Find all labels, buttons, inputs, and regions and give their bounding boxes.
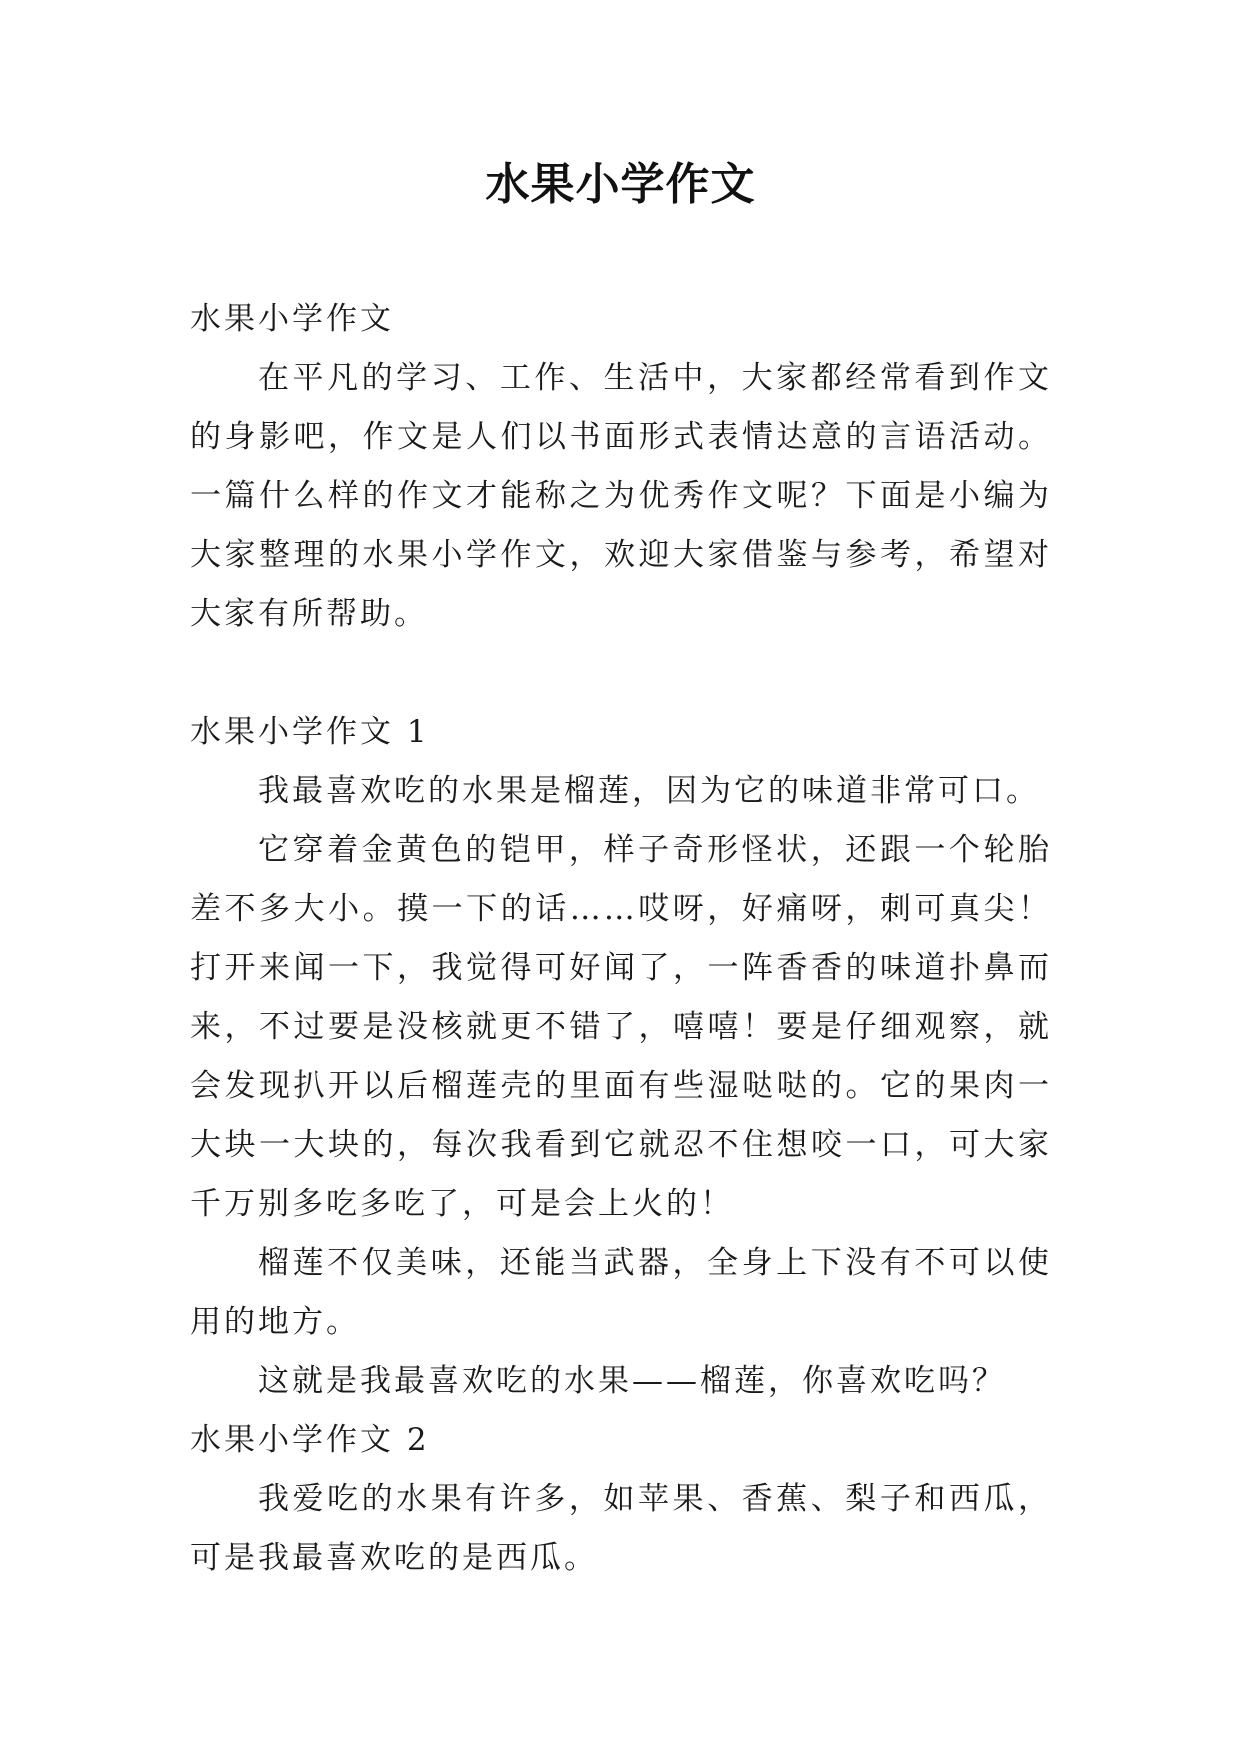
document-body	[190, 290, 1052, 1588]
essay-1-paragraph: 这就是我最喜欢吃的水果——榴莲，你喜欢吃吗？	[258, 1363, 1006, 1399]
essay-1-paragraph: 榴莲不仅美味，还能当武器，全身上下没有不可以使用的地方。	[190, 1245, 1052, 1340]
document-title: 水果小学作文	[485, 159, 756, 210]
essay-2-heading: 水果小学作文 2	[190, 1422, 430, 1458]
essay-1-heading: 水果小学作文 1	[190, 714, 430, 750]
essay-1-paragraph: 它穿着金黄色的铠甲，样子奇形怪状，还跟一个轮胎差不多大小。摸一下的话……哎呀，好痛呀，刺可真尖！打开来闻一下，我觉得可好闻了，一阵香香的味道扑鼻而来，不过要是没核就更不错了，嘻嘻！要是仔细观察，就会发现扒开以后榴莲壳的里面有些湿哒哒的。它的果肉一大块一大块的，每次我看到它就忍不住想咬一口，可大家千万别多吃多吃了，可是会上火的！	[190, 832, 1052, 1222]
intro-paragraph: 在平凡的学习、工作、生活中，大家都经常看到作文的身影吧，作文是人们以书面形式表情达意的言语活动。一篇什么样的作文才能称之为优秀作文呢？下面是小编为大家整理的水果小学作文，欢迎大家借鉴与参考，希望对大家有所帮助。	[190, 360, 1052, 632]
essay-1-paragraph: 我最喜欢吃的水果是榴莲，因为它的味道非常可口。	[258, 773, 1040, 809]
intro-heading: 水果小学作文	[190, 301, 394, 337]
essay-2-paragraph: 我爱吃的水果有许多，如苹果、香蕉、梨子和西瓜，可是我最喜欢吃的是西瓜。	[190, 1481, 1052, 1576]
section-spacer	[190, 644, 1052, 703]
